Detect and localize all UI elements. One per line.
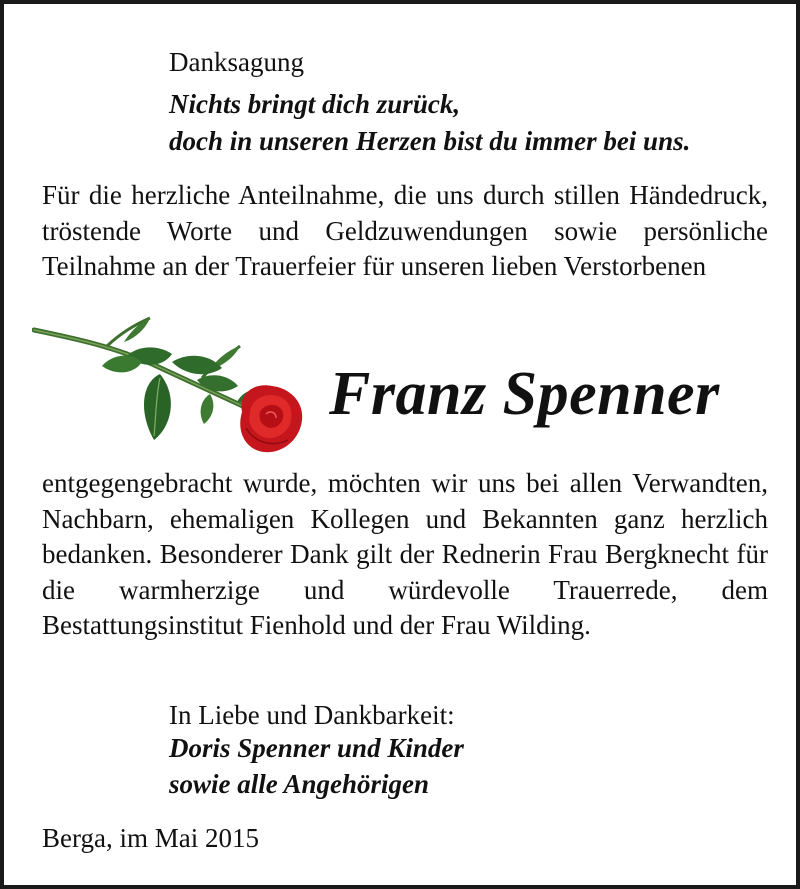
closing-line: In Liebe und Dankbarkeit: [169,700,455,730]
place-date: Berga, im Mai 2015 [42,823,259,853]
red-rose-icon [32,316,312,458]
motto-quote [169,86,690,160]
signer-line-2: sowie alle Angehörigen [169,769,430,799]
thanks-paragraph-2: entgegengebracht wurde, möchten wir uns bei allen Verwandten, Nachbarn, ehemaligen Kollegen und Bekannten ganz herzlich bedanken. Besonderer Dank gilt der Rednerin Frau Bergknecht für die warmherzige und würdevolle Trauerrede, dem Bestattungsinstitut Fienhold und der Frau Wilding. [42,468,768,640]
motto-line-2: doch in unseren Herzen bist du immer bei uns. [169,126,691,156]
deceased-name: Franz Spenner [329,360,720,428]
signers-block [169,730,464,802]
heading-danksagung: Danksagung [169,47,304,77]
motto-line-1: Nichts bringt dich zurück, [169,89,461,119]
thanks-paragraph-1: Für die herzliche Anteilnahme, die uns durch stillen Händedruck, tröstende Worte und Geldzuwendungen sowie persönliche Teilnahme an der Trauerfeier für unseren lieben Verstorbenen [42,180,768,281]
signer-line-1: Doris Spenner und Kinder [169,733,464,763]
